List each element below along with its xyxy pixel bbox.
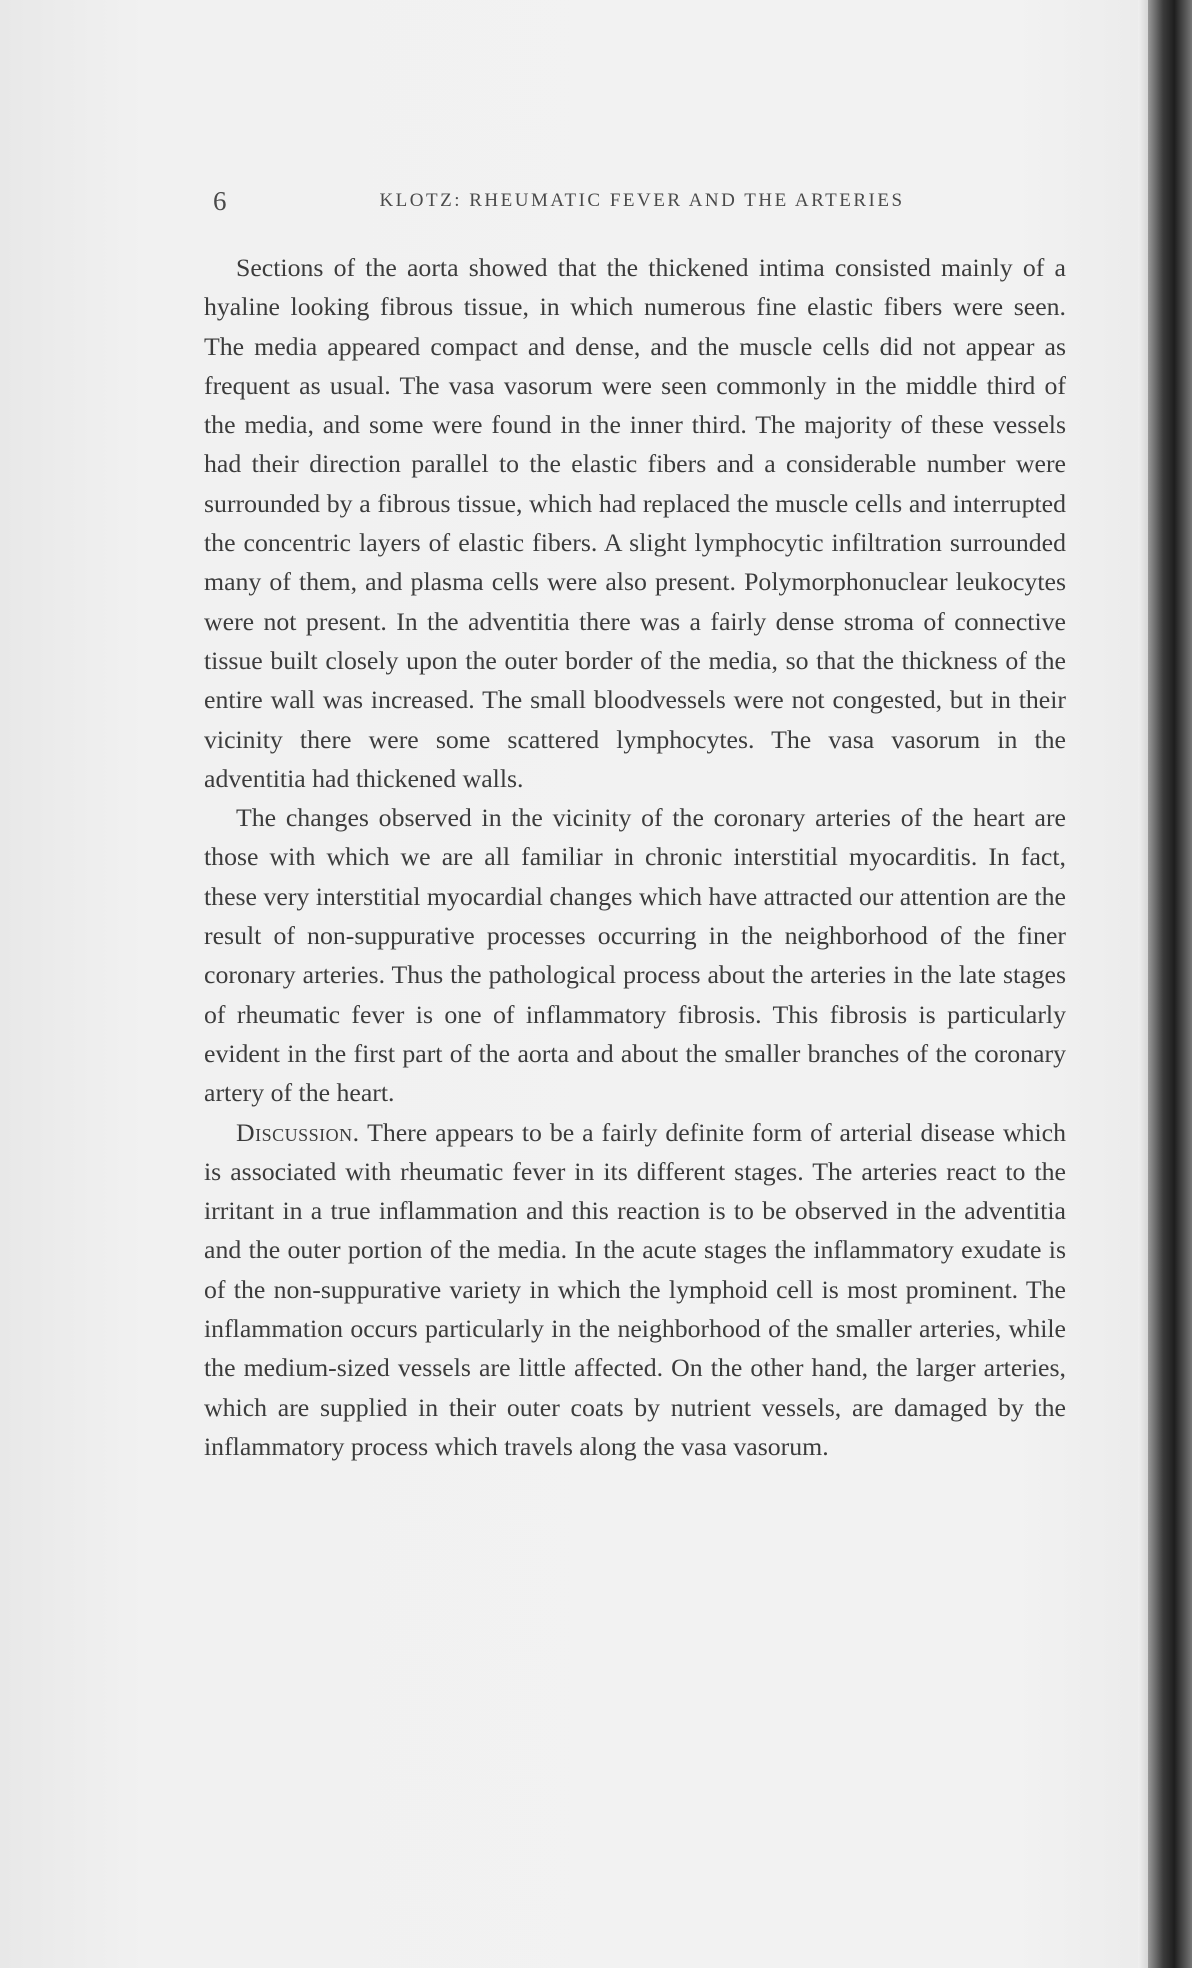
paragraph-discussion bbox=[204, 1113, 1066, 1467]
page-number: 6 bbox=[213, 186, 227, 216]
page-header bbox=[213, 186, 1071, 216]
paragraph-text: There appears to be a fairly definite form of arterial disease which is associated with rheumatic fever in its different stages. The arteries react to the irritant in a true inflammation and this reaction is to be observed in the adventitia and the outer portion of the media. In the acute stages the inflammatory exudate is of the non-suppurative variety in which the lymphoid cell is most prominent. The inflammation occurs particularly in the neighborhood of the smaller arteries, while the medium-sized vessels are little affected. On the other hand, the larger arteries, which are supplied in their outer coats by nutrient vessels, are damaged by the inflammatory process which travels along the vasa vasorum. bbox=[204, 1117, 1066, 1461]
paragraph-aorta-sections bbox=[204, 248, 1066, 798]
paragraph-coronary-changes bbox=[204, 798, 1066, 1112]
page-edge-shadow bbox=[1138, 0, 1148, 1968]
paragraph-text: Sections of the aorta showed that the thickened intima consisted mainly of a hyaline looking fibrous tissue, in which numerous fine elastic fibers were seen. The media appeared compact and dense, and the muscle cells did not appear as frequent as usual. The vasa vasorum were seen commonly in the middle third of the media, and some were found in the inner third. The majority of these vessels had their direction parallel to the elastic fibers and a considerable number were surrounded by a fibrous tissue, which had replaced the muscle cells and interrupted the concentric layers of elastic fibers. A slight lymphocytic infiltration surrounded many of them, and plasma cells were also present. Polymorphonuclear leukocytes were not present. In the adventitia there was a fairly dense stroma of connective tissue built closely upon the outer border of the media, so that the thickness of the entire wall was increased. The small bloodvessels were not congested, but in their vicinity there were some scattered lymphocytes. The vasa vasorum in the adventitia had thickened walls. bbox=[204, 253, 1066, 793]
paragraph-text: The changes observed in the vicinity of the coronary arteries of the heart are those with which we are all familiar in chronic interstitial myocarditis. In fact, these very interstitial myocardial changes which have attracted our attention are the result of non-suppurative processes occurring in the neighborhood of the finer coronary arteries. Thus the pathological process about the arteries in the late stages of rheumatic fever is one of inflammatory fibrosis. This fibrosis is particularly evident in the first part of the aorta and about the smaller branches of the coronary artery of the heart. bbox=[204, 803, 1066, 1108]
section-heading-discussion: Discussion. bbox=[236, 1117, 360, 1147]
page-edge-binding bbox=[1148, 0, 1192, 1968]
body-text bbox=[204, 248, 1066, 1466]
running-title: KLOTZ: RHEUMATIC FEVER AND THE ARTERIES bbox=[379, 190, 905, 211]
